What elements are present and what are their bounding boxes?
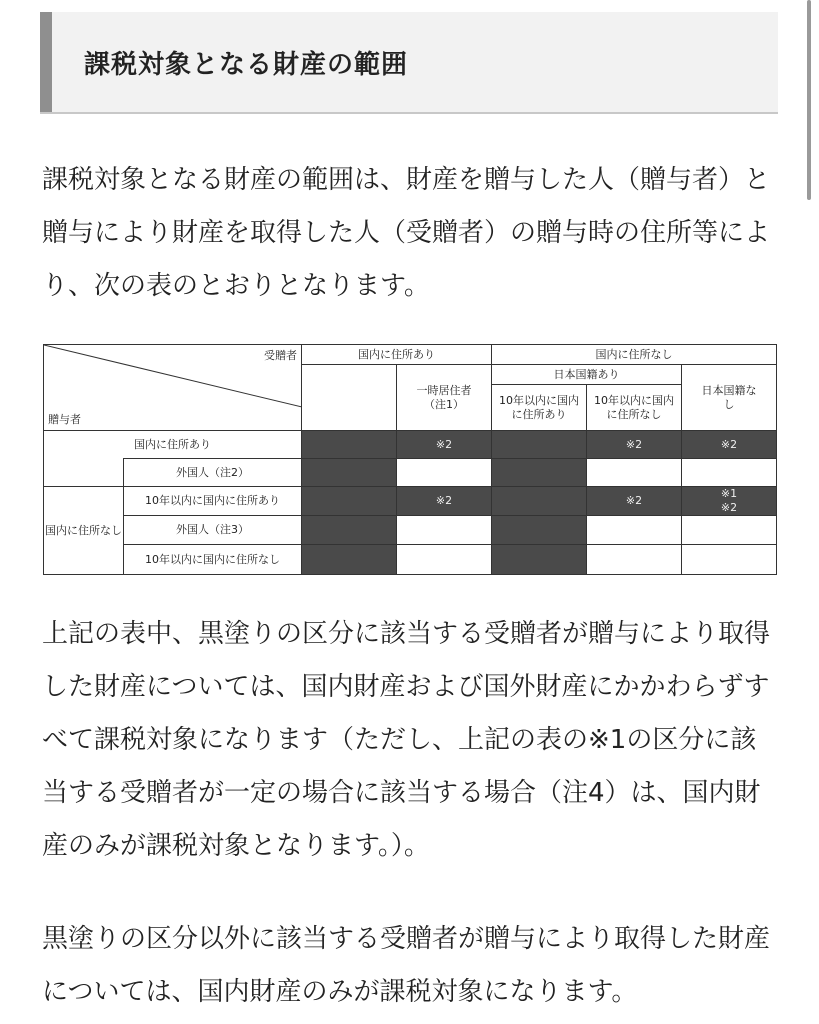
explanation-paragraph: 上記の表中、黒塗りの区分に該当する受贈者が贈与により取得した財産については、国内財産および国外財産にかかわらずすべて課税対象になります（ただし、上記の表の※1の区分に該当する受贈者が一定の場合に該当する場合（注4）は、国内財産のみが課税対象となります。）。: [42, 619, 771, 861]
taxable-property-table: [43, 344, 777, 575]
row-domestic-spacer: [44, 459, 124, 487]
col-temporary-resident: [397, 365, 492, 431]
row-not-within-10-years: 10年以内に国内に住所なし: [124, 545, 302, 575]
cell-r2-c1: [302, 459, 397, 487]
heading-title: 課税対象となる財産の範囲: [84, 50, 409, 80]
table-corner-cell: [44, 345, 302, 431]
domestic-only-paragraph: 黒塗りの区分以外に該当する受贈者が贈与により取得した財産については、国内財産のみが課税対象になります。: [42, 924, 771, 1007]
row-foreigner-note2: 外国人（注2）: [124, 459, 302, 487]
cell-r1-c2: ※2: [397, 431, 492, 459]
donor-header: 贈与者: [48, 413, 81, 426]
cell-r3-c5: [682, 487, 777, 516]
cell-r2-c5: [682, 459, 777, 487]
cell-r1-c5: ※2: [682, 431, 777, 459]
cell-r3-c3: [492, 487, 587, 516]
cell-r4-c2: [397, 516, 492, 545]
section-heading: [40, 12, 778, 114]
cell-r2-c4: [587, 459, 682, 487]
row-domestic-address: 国内に住所あり: [44, 431, 302, 459]
cell-r1-c3: [492, 431, 587, 459]
corner-diagonal: [44, 345, 302, 431]
cell-r2-c3: [492, 459, 587, 487]
row-no-domestic-address: 国内に住所なし: [44, 487, 124, 575]
intro-paragraph: 課税対象となる財産の範囲は、財産を贈与した人（贈与者）と贈与により財産を取得した人（受贈者）の贈与時の住所等により、次の表のとおりとなります。: [42, 165, 771, 301]
col-domestic-address: 国内に住所あり: [302, 345, 492, 365]
mark-2: ※2: [720, 501, 738, 514]
cell-r4-c1: [302, 516, 397, 545]
row-foreigner-note3: 外国人（注3）: [124, 516, 302, 545]
col-not-within-10-years: 10年以内に国内に住所なし: [587, 385, 682, 431]
cell-r2-c2: [397, 459, 492, 487]
cell-r5-c5: [682, 545, 777, 575]
recipient-header: 受贈者: [264, 349, 297, 362]
cell-r5-c1: [302, 545, 397, 575]
cell-r5-c4: [587, 545, 682, 575]
mark-1: ※1: [720, 487, 738, 500]
cell-r3-c2: ※2: [397, 487, 492, 516]
cell-r1-c4: ※2: [587, 431, 682, 459]
col-no-japanese-nationality: 日本国籍なし: [682, 365, 777, 431]
temp-resident-note: （注1）: [424, 397, 464, 411]
cell-r4-c3: [492, 516, 587, 545]
col-no-domestic-address: 国内に住所なし: [492, 345, 777, 365]
col-domestic-general: [302, 365, 397, 431]
col-within-10-years: 10年以内に国内に住所あり: [492, 385, 587, 431]
scrollbar[interactable]: [807, 0, 811, 200]
heading-accent-bar: [40, 12, 52, 112]
cell-r3-c4: ※2: [587, 487, 682, 516]
cell-r4-c4: [587, 516, 682, 545]
cell-r5-c3: [492, 545, 587, 575]
temp-resident-label: 一時居住者: [416, 383, 472, 397]
row-within-10-years: 10年以内に国内に住所あり: [124, 487, 302, 516]
col-japanese-nationality: 日本国籍あり: [492, 365, 682, 385]
cell-r3-c1: [302, 487, 397, 516]
cell-r5-c2: [397, 545, 492, 575]
cell-r4-c5: [682, 516, 777, 545]
cell-r1-c1: [302, 431, 397, 459]
